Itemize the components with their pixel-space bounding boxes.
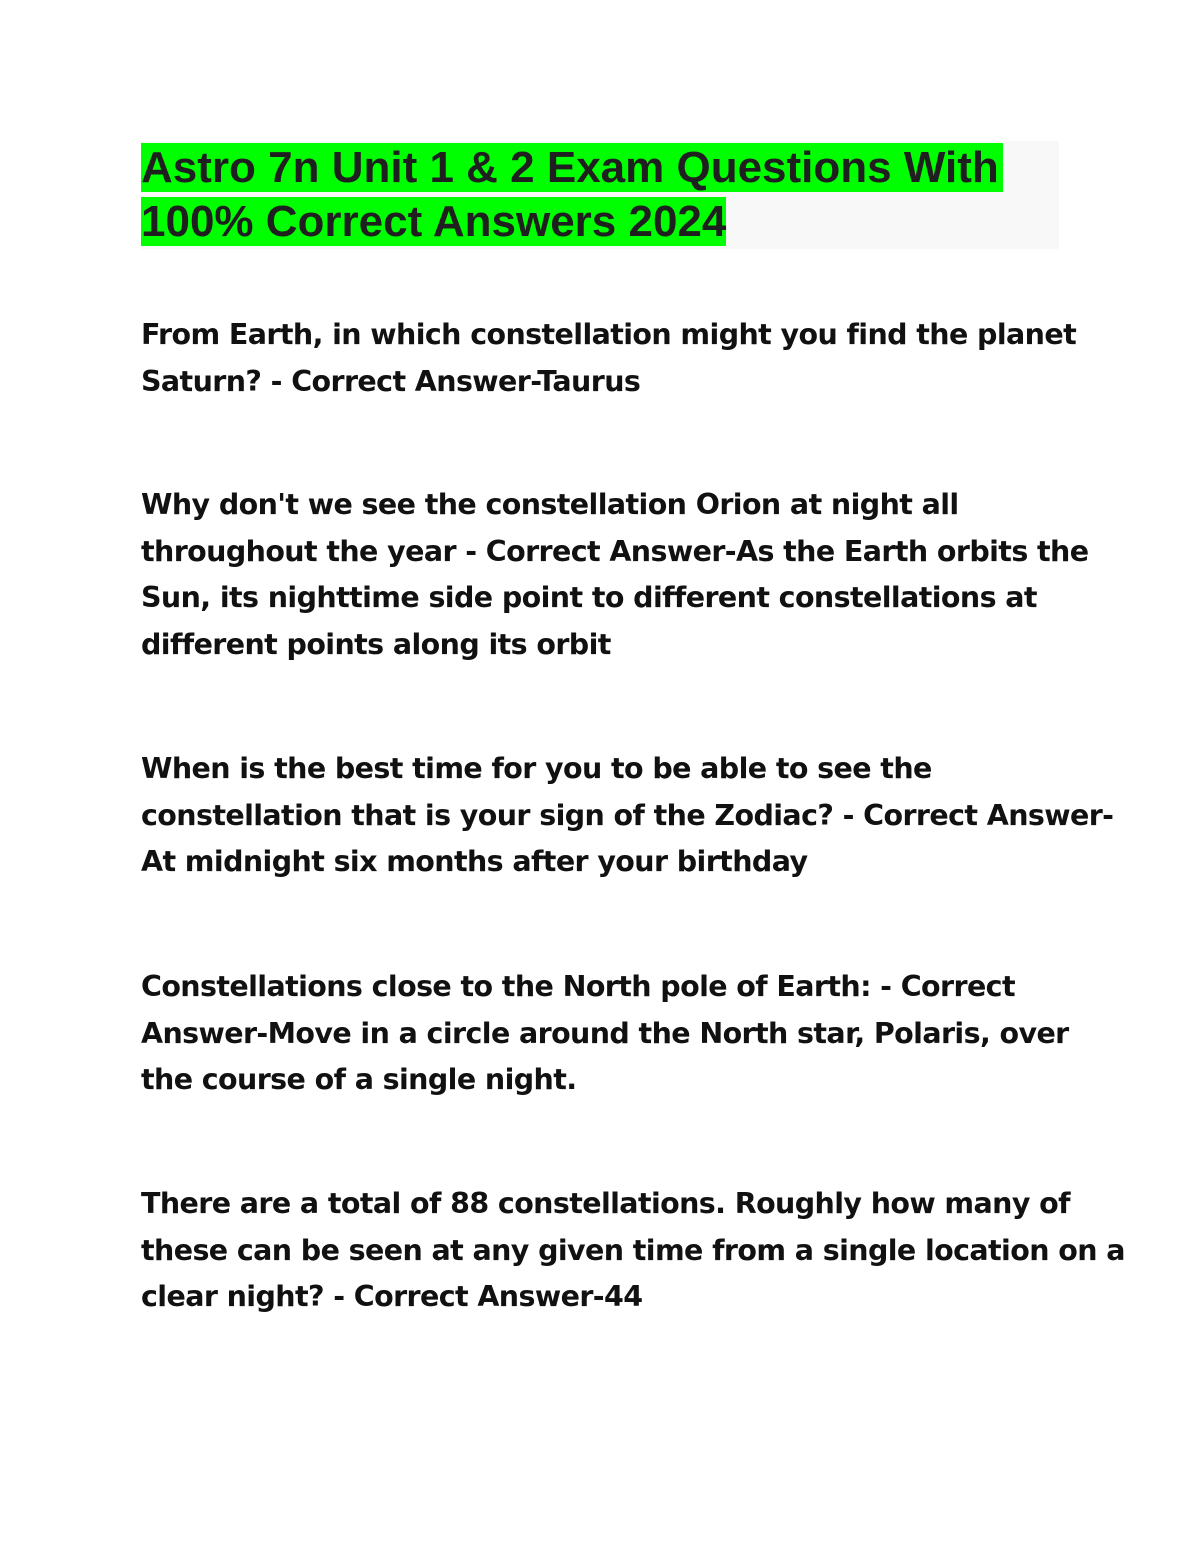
- qa-line: Saturn? - Correct Answer-Taurus: [141, 364, 641, 398]
- title-line-2: [141, 195, 726, 249]
- qa-line: There are a total of 88 constellations. Roughly how many of: [141, 1187, 1070, 1220]
- qa-line: Answer-Move in a circle around the North star, Polaris, over: [141, 1016, 1069, 1050]
- qa-line: From Earth, in which constellation might you find the planet: [141, 318, 1077, 351]
- qa-line: Constellations close to the North pole of Earth: - Correct: [141, 970, 1015, 1003]
- qa-line: Sun, its nighttime side point to different constellations at: [141, 581, 1037, 614]
- question-answer-3: [141, 746, 1114, 886]
- qa-line: Why don't we see the constellation Orion at night all: [141, 488, 959, 521]
- question-answer-4: [141, 964, 1071, 1104]
- qa-line: these can be seen at any given time from a single location on a: [141, 1233, 1125, 1267]
- qa-line: throughout the year - Correct Answer-As the Earth orbits the: [141, 534, 1089, 568]
- qa-line: clear night? - Correct Answer-44: [141, 1280, 643, 1313]
- question-answer-1: [141, 312, 1077, 405]
- qa-line: the course of a single night.: [141, 1063, 577, 1096]
- document-title: [141, 141, 1059, 249]
- qa-line: different points along its orbit: [141, 627, 611, 661]
- qa-line: When is the best time for you to be able to see the: [141, 752, 932, 785]
- title-line-1: [141, 141, 1003, 195]
- title-highlight-2: 100% Correct Answers 2024: [141, 197, 727, 246]
- question-answer-5: [141, 1181, 1125, 1321]
- title-highlight-1: Astro 7n Unit 1 & 2 Exam Questions With: [141, 143, 1003, 192]
- qa-line: At midnight six months after your birthday: [141, 845, 808, 878]
- qa-line: constellation that is your sign of the Zodiac? - Correct Answer-: [141, 798, 1114, 832]
- question-answer-2: [141, 482, 1089, 668]
